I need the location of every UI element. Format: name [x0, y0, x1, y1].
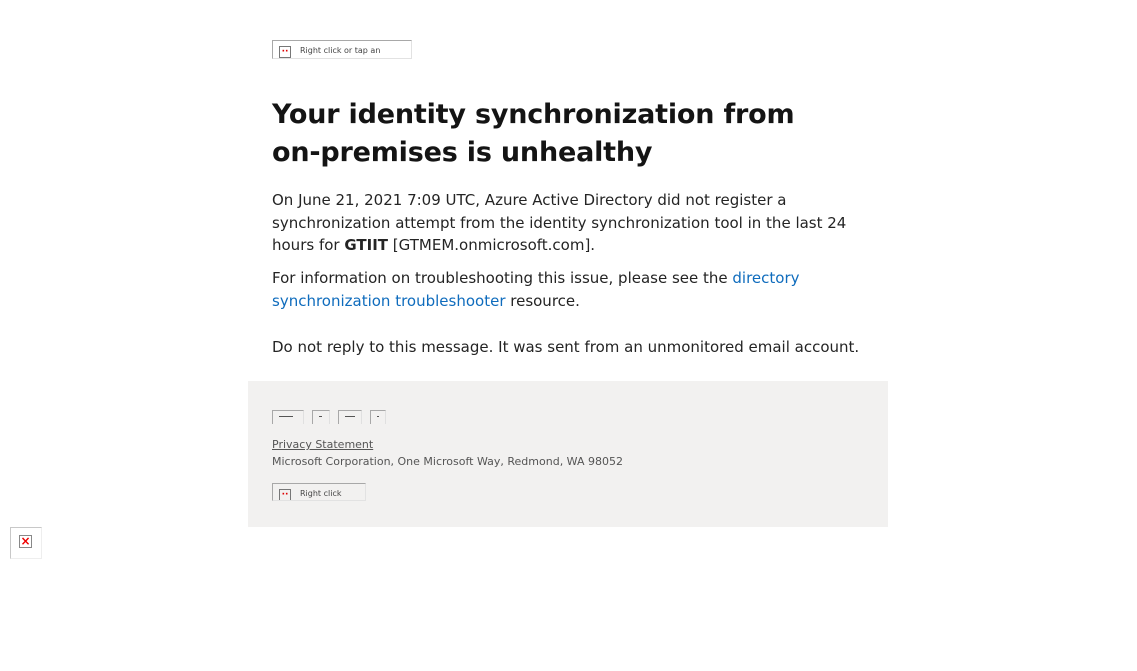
image-alt-text: Right click or tap an	[300, 46, 381, 55]
side-widget[interactable]	[10, 527, 42, 559]
troubleshoot-suffix: resource.	[505, 291, 580, 310]
social-icon-3[interactable]	[338, 410, 362, 424]
social-icon-1[interactable]	[272, 410, 304, 424]
header-image-placeholder	[272, 40, 412, 59]
company-address: Microsoft Corporation, One Microsoft Way, Redmond, WA 98052	[272, 455, 623, 468]
broken-image-icon: ··	[279, 489, 291, 501]
social-icon-2[interactable]	[312, 410, 330, 424]
troubleshooter-link[interactable]: directory synchronization troubleshooter	[272, 269, 800, 310]
tenant-domain: [GTMEM.onmicrosoft.com].	[388, 236, 596, 254]
no-reply-notice: Do not reply to this message. It was sent from an unmonitored email account.	[272, 338, 860, 356]
email-footer	[248, 381, 888, 527]
privacy-statement-link[interactable]: Privacy Statement	[272, 438, 374, 451]
image-alt-text: Right click	[300, 489, 342, 498]
sync-details-paragraph	[272, 189, 872, 257]
close-icon[interactable]: ×	[20, 534, 31, 548]
social-icon-4[interactable]	[370, 410, 386, 424]
troubleshoot-paragraph	[272, 267, 872, 312]
sync-details-text: On June 21, 2021 7:09 UTC, Azure Active Directory did not register a synchronization attempt from the identity synchronization tool in the last 24 hours for	[272, 191, 847, 254]
footer-logo-placeholder	[272, 483, 366, 501]
broken-image-icon: ··	[279, 46, 291, 58]
troubleshoot-text: For information on troubleshooting this issue, please see the	[272, 269, 733, 287]
tenant-name: GTIIT	[344, 236, 389, 254]
page-title: Your identity synchronization from on-premises is unhealthy	[272, 99, 795, 168]
